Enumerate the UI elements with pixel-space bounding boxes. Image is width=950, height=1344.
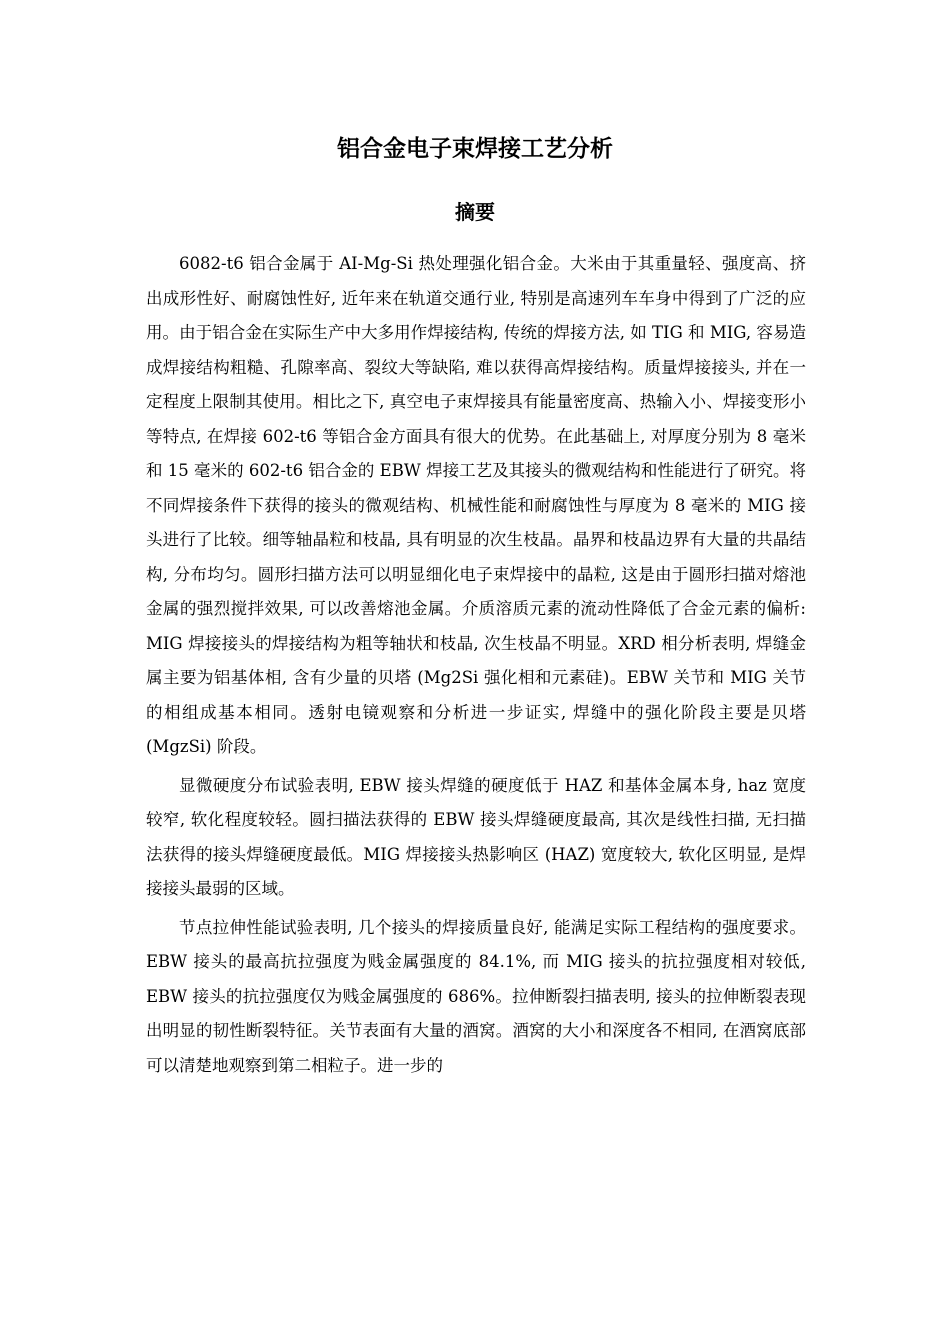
abstract-heading: 摘要 [455, 200, 495, 224]
abstract-paragraph-2: 显微硬度分布试验表明, EBW 接头焊缝的硬度低于 HAZ 和基体金属本身, haz 宽度较窄, 软化程度较轻。圆扫描法获得的 EBW 接头焊缝硬度最高, 其次是线性扫描, 无扫描法获得的接头焊缝硬度最低。MIG 焊接接头热影响区 (HAZ) 宽度较大, 软化区明显, 是焊接接头最弱的区域。 [146, 775, 806, 898]
abstract-paragraph-1: 6082-t6 铝合金属于 AI-Mg-Si 热处理强化铝合金。大米由于其重量轻、强度高、挤出成形性好、耐腐蚀性好, 近年来在轨道交通行业, 特别是高速列车车身中得到了广泛的应用。由于铝合金在实际生产中大多用作焊接结构, 传统的焊接方法, 如 TIG 和 MIG, 容易造成焊接结构粗糙、孔隙率高、裂纹大等缺陷, 难以获得高焊接结构。质量焊接接头, 并在一定程度上限制其使用。相比之下, 真空电子束焊接具有能量密度高、热输入小、焊接变形小等特点, 在焊接 602-t6 等铝合金方面具有很大的优势。在此基础上, 对厚度分别为 8 毫米和 15 毫米的 602-t6 铝合金的 EBW 焊接工艺及其接头的微观结构和性能进行了研究。将不同焊接条件下获得的接头的微观结构、机械性能和耐腐蚀性与厚度为 8 毫米的 MIG 接头进行了比较。细等轴晶粒和枝晶, 具有明显的次生枝晶。晶界和枝晶边界有大量的共晶结构, 分布均匀。圆形扫描方法可以明显细化电子束焊接中的晶粒, 这是由于圆形扫描对熔池金属的强烈搅拌效果, 可以改善熔池金属。介质溶质元素的流动性降低了合金元素的偏析: MIG 焊接接头的焊接结构为粗等轴状和枝晶, 次生枝晶不明显。XRD 相分析表明, 焊缝金属主要为铝基体相, 含有少量的贝塔 (Mg2Si 强化相和元素硅)。EBW 关节和 MIG 关节的相组成基本相同。透射电镜观察和分析进一步证实, 焊缝中的强化阶段主要是贝塔 (MgzSi) 阶段。 [146, 254, 806, 756]
document-title: 铝合金电子束焊接工艺分析 [337, 135, 613, 162]
abstract-paragraph-3: 节点拉伸性能试验表明, 几个接头的焊接质量良好, 能满足实际工程结构的强度要求。EBW 接头的最高抗拉强度为贱金属强度的 84.1%, 而 MIG 接头的抗拉强度相对较低, EBW 接头的抗拉强度仅为贱金属强度的 686%。拉伸断裂扫描表明, 接头的拉伸断裂表现出明显的韧性断裂特征。关节表面有大量的酒窝。酒窝的大小和深度各不相同, 在酒窝底部可以清楚地观察到第二相粒子。进一步的 [146, 917, 806, 1075]
abstract-body [146, 247, 806, 1087]
